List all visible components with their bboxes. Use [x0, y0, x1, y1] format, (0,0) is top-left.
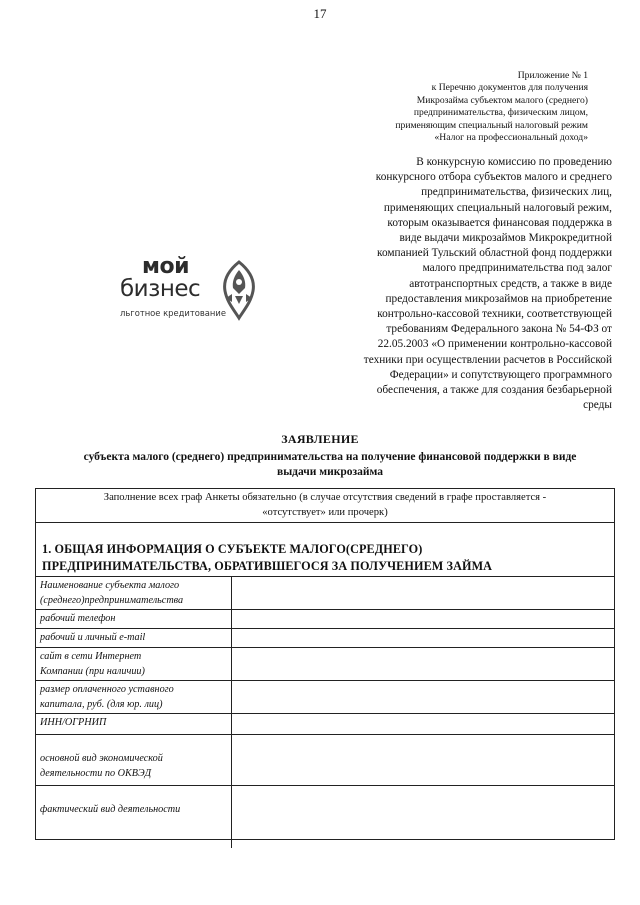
addressee-line: автотранспортных средств, а также в виде [409, 277, 612, 290]
field-label-line: Компании (при наличии) [40, 666, 145, 677]
appendix-note [288, 70, 588, 144]
form-notice [36, 489, 614, 523]
statement-title: ЗАЯВЛЕНИЕ [281, 432, 359, 446]
field-label [36, 648, 232, 680]
addressee-line: которым оказывается финансовая поддержка в [387, 216, 612, 229]
work-phone-field[interactable] [232, 610, 614, 628]
form-row-okved [36, 735, 614, 786]
section-title-line: ПРЕДПРИНИМАТЕЛЬСТВА, ОБРАТИВШЕГОСЯ ЗА ПОЛУЧЕНИЕМ ЗАЙМА [42, 559, 493, 573]
field-label-line: основной вид экономической [40, 753, 163, 764]
addressee-line: техники при осуществлении расчетов в Российской [363, 353, 612, 366]
field-label [36, 681, 232, 713]
form-row-authorized-capital [36, 681, 614, 714]
field-label-line: рабочий телефон [40, 613, 116, 624]
field-label-line: (среднего)предпринимательства [40, 595, 184, 606]
actual-activity-field[interactable] [232, 786, 614, 848]
field-label-line: Наименование субъекта малого [40, 580, 180, 591]
field-label-line [40, 736, 231, 751]
logo-text-biznes: бизнес [120, 276, 201, 302]
okved-field[interactable] [232, 735, 614, 785]
field-label-line [40, 787, 231, 802]
addressee-line: виде выдачи микрозаймов Микрокредитной [399, 232, 612, 245]
form-row-actual-activity [36, 786, 614, 848]
appendix-line: Микрозайма субъектом малого (среднего) [416, 94, 588, 106]
addressee-line: предоставления микрозаймов на приобретение [385, 292, 612, 305]
field-label-line: ИНН/ОГРНИП [40, 717, 107, 728]
company-name-field[interactable] [232, 577, 614, 609]
addressee-line: малого предпринимательства под залог [422, 262, 612, 275]
section-title [36, 523, 614, 577]
form-notice-line: Заполнение всех граф Анкеты обязательно (в случае отсутствия сведений в графе проставляется - [103, 492, 547, 503]
field-label-line: фактический вид деятельности [40, 804, 181, 815]
appendix-line: «Налог на профессиональный доход» [434, 132, 588, 144]
email-field[interactable] [232, 629, 614, 647]
form-rows [36, 577, 614, 848]
addressee-line: Федерации» и сопутствующего программного [389, 368, 612, 381]
appendix-line: Приложение № 1 [517, 70, 588, 81]
addressee-line: 22.05.2003 «О применении контрольно-кассовой [377, 338, 612, 351]
addressee-line: обеспечения, а также для создания безбарьерной [376, 384, 612, 397]
page-number: 17 [313, 6, 327, 21]
form-row-inn-ogrnip [36, 714, 614, 735]
appendix-line: предпринимательства, физическим лицом, [413, 107, 588, 119]
logo-text-moy: мой [142, 254, 190, 279]
addressee-line: конкурсного отбора субъектов малого и среднего [375, 171, 612, 184]
appendix-line: применяющим специальный налоговый режим [395, 119, 588, 131]
field-label-line: размер оплаченного уставного [40, 684, 174, 695]
section-title-line: 1. ОБЩАЯ ИНФОРМАЦИЯ О СУБЪЕКТЕ МАЛОГО(СРЕДНЕГО) [42, 542, 423, 556]
map-pin-rocket-icon [218, 258, 260, 324]
addressee-block [322, 155, 612, 413]
addressee-line: предпринимательства, физических лиц, [421, 186, 612, 199]
application-form [35, 488, 615, 840]
addressee-line: В конкурсную комиссию по проведению [416, 156, 612, 168]
form-row-work-phone [36, 610, 614, 629]
field-label [36, 735, 232, 785]
field-label [36, 610, 232, 628]
addressee-line: компанией Тульский областной фонд поддержки [377, 247, 612, 260]
form-row-website [36, 648, 614, 681]
inn-ogrnip-field[interactable] [232, 714, 614, 734]
authorized-capital-field[interactable] [232, 681, 614, 713]
field-label [36, 629, 232, 647]
field-label-line: деятельности по ОКВЭД [40, 768, 152, 779]
appendix-line: к Перечню документов для получения [431, 82, 588, 94]
field-label-line: капитала, руб. (для юр. лиц) [40, 699, 163, 710]
statement-subtitle-line: субъекта малого (среднего) предпринимательства на получение финансовой поддержки в виде [83, 451, 577, 463]
addressee-line: требованиям Федерального закона № 54-ФЗ от [386, 323, 612, 336]
moy-biznes-logo [112, 256, 282, 326]
field-label [36, 577, 232, 609]
form-row-email [36, 629, 614, 648]
addressee-line: среды [583, 399, 612, 412]
field-label [36, 714, 232, 734]
form-notice-line: «отсутствует» или прочерк) [262, 506, 388, 518]
addressee-line: применяющих специальный налоговый режим, [383, 201, 612, 214]
field-label-line: сайт в сети Интернет [40, 651, 142, 662]
form-row-company-name [36, 577, 614, 610]
field-label-line: рабочий и личный e-mail [40, 632, 146, 643]
statement-subtitle-line: выдачи микрозайма [276, 465, 383, 478]
logo-tagline: льготное кредитование [120, 308, 227, 318]
field-label [36, 786, 232, 848]
website-field[interactable] [232, 648, 614, 680]
addressee-line: контрольно-кассовой техники, соответствующей [377, 308, 612, 321]
statement-subtitle [40, 450, 620, 479]
